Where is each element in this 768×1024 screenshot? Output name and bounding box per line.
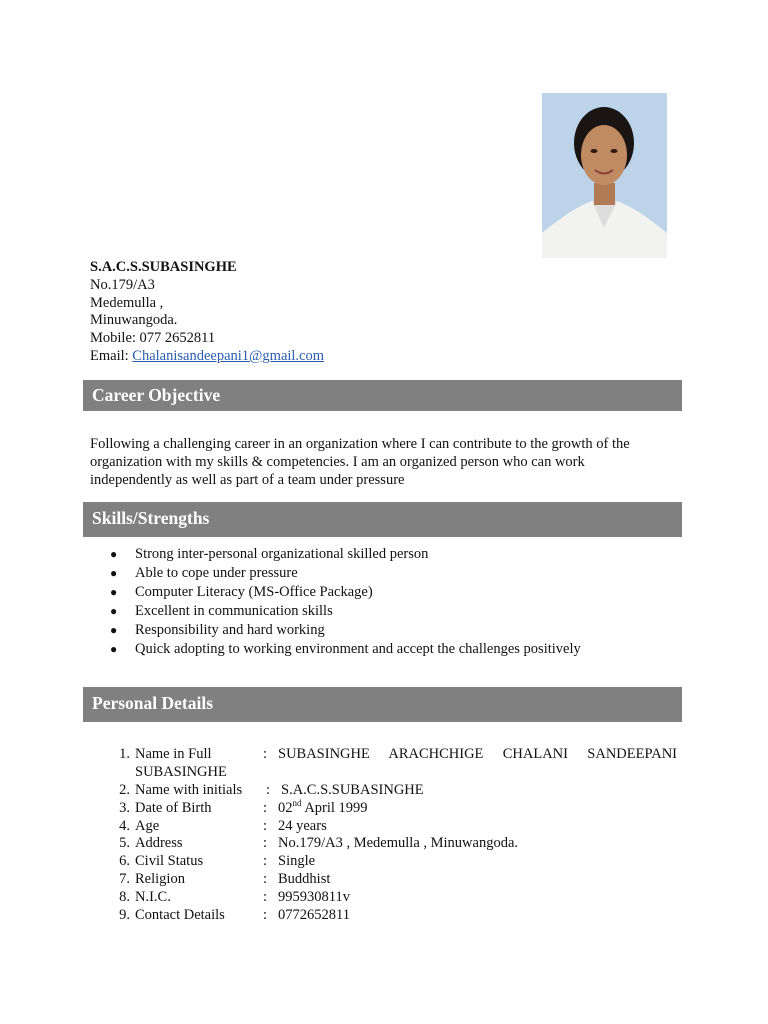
- bullet-icon: ●: [110, 565, 118, 580]
- section-header-skills: Skills/Strengths: [83, 502, 682, 537]
- detail-colon: :: [263, 871, 268, 888]
- dob-day: 02: [278, 799, 293, 816]
- detail-value: 0772652811: [278, 907, 350, 924]
- objective-line: organization with my skills & competencies. I am an organized person who can work: [90, 453, 585, 470]
- detail-value: No.179/A3 , Medemulla , Minuwangoda.: [278, 835, 519, 852]
- detail-label: Name with initials: [135, 781, 243, 798]
- detail-row-nic: [110, 889, 680, 907]
- skill-text: Excellent in communication skills: [135, 602, 333, 619]
- detail-label: Contact Details: [135, 907, 225, 924]
- list-item: [110, 621, 581, 640]
- row-number: 3.: [119, 799, 130, 816]
- detail-value: S.A.C.S.SUBASINGHE: [281, 781, 424, 798]
- objective-line: independently as well as part of a team under pressure: [90, 471, 405, 488]
- detail-row-date-of-birth: [110, 797, 680, 818]
- detail-row-initials: [110, 782, 680, 800]
- address-line: Minuwangoda.: [90, 312, 178, 329]
- detail-colon: :: [263, 889, 268, 906]
- list-item: [110, 602, 581, 621]
- bullet-icon: ●: [110, 603, 118, 618]
- detail-colon: :: [263, 907, 268, 924]
- skills-list: [110, 545, 581, 658]
- detail-row-civil-status: [110, 853, 680, 871]
- dob-rest: April 1999: [301, 799, 368, 816]
- detail-value: SUBASINGHE ARACHCHIGE CHALANI SANDEEPANI: [278, 746, 677, 762]
- address-line: Medemulla ,: [90, 294, 164, 311]
- detail-value: 24 years: [278, 817, 327, 834]
- list-item: [110, 545, 581, 564]
- detail-colon: :: [263, 746, 268, 762]
- row-number: 1.: [119, 746, 130, 762]
- row-number: 4.: [119, 817, 130, 834]
- detail-label: Name in Full: [135, 746, 212, 762]
- detail-row-religion: [110, 871, 680, 889]
- profile-photo: [542, 93, 667, 258]
- detail-label: Age: [135, 817, 160, 834]
- detail-colon: :: [263, 835, 268, 852]
- detail-colon: :: [263, 799, 268, 816]
- detail-row-full-name: [110, 746, 680, 782]
- detail-row-contact: [110, 907, 680, 925]
- bullet-icon: ●: [110, 547, 118, 561]
- applicant-name: S.A.C.S.SUBASINGHE: [90, 259, 237, 275]
- skill-text: Able to cope under pressure: [135, 564, 298, 581]
- detail-value: Buddhist: [278, 871, 331, 888]
- detail-value: [278, 797, 368, 818]
- contact-block: [90, 259, 324, 366]
- bullet-icon: ●: [110, 584, 118, 599]
- detail-value: Single: [278, 853, 316, 870]
- detail-value-continuation: SUBASINGHE: [135, 763, 227, 780]
- skill-text: Quick adopting to working environment and accept the challenges positively: [135, 640, 581, 657]
- email-line: [90, 348, 324, 366]
- dob-ordinal: nd: [292, 797, 302, 808]
- skill-text: Responsibility and hard working: [135, 621, 325, 638]
- detail-colon: :: [263, 853, 268, 870]
- detail-value: 995930811v: [278, 889, 350, 906]
- bullet-icon: ●: [110, 622, 118, 637]
- email-link[interactable]: Chalanisandeepani1@gmail.com: [132, 347, 325, 364]
- list-item: [110, 564, 581, 583]
- skill-text: Strong inter-personal organizational skilled person: [135, 546, 429, 562]
- list-item: [110, 640, 581, 659]
- list-item: [110, 583, 581, 602]
- objective-line: Following a challenging career in an organization where I can contribute to the growth of the: [90, 436, 630, 452]
- detail-colon: :: [263, 817, 268, 834]
- row-number: 8.: [119, 889, 130, 906]
- row-number: 9.: [119, 907, 130, 924]
- row-number: 6.: [119, 853, 130, 870]
- section-header-personal-details: Personal Details: [83, 687, 682, 722]
- detail-label: Religion: [135, 871, 185, 888]
- detail-label: Civil Status: [135, 853, 204, 870]
- detail-row-age: [110, 818, 680, 836]
- detail-label: Address: [135, 835, 183, 852]
- person-portrait-icon: [542, 93, 667, 258]
- row-number: 2.: [119, 781, 130, 798]
- detail-label: Date of Birth: [135, 799, 212, 816]
- email-label: Email:: [90, 347, 133, 364]
- bullet-icon: ●: [110, 641, 118, 656]
- detail-row-address: [110, 835, 680, 853]
- section-header-career-objective: Career Objective: [83, 380, 682, 411]
- skill-text: Computer Literacy (MS-Office Package): [135, 583, 373, 600]
- address-line: No.179/A3: [90, 276, 155, 293]
- personal-details-list: [110, 746, 680, 925]
- row-number: 5.: [119, 835, 130, 852]
- career-objective-text: [90, 436, 680, 489]
- mobile-number: Mobile: 077 2652811: [90, 330, 216, 347]
- detail-label: N.I.C.: [135, 889, 171, 906]
- row-number: 7.: [119, 871, 130, 888]
- detail-colon: :: [266, 781, 271, 798]
